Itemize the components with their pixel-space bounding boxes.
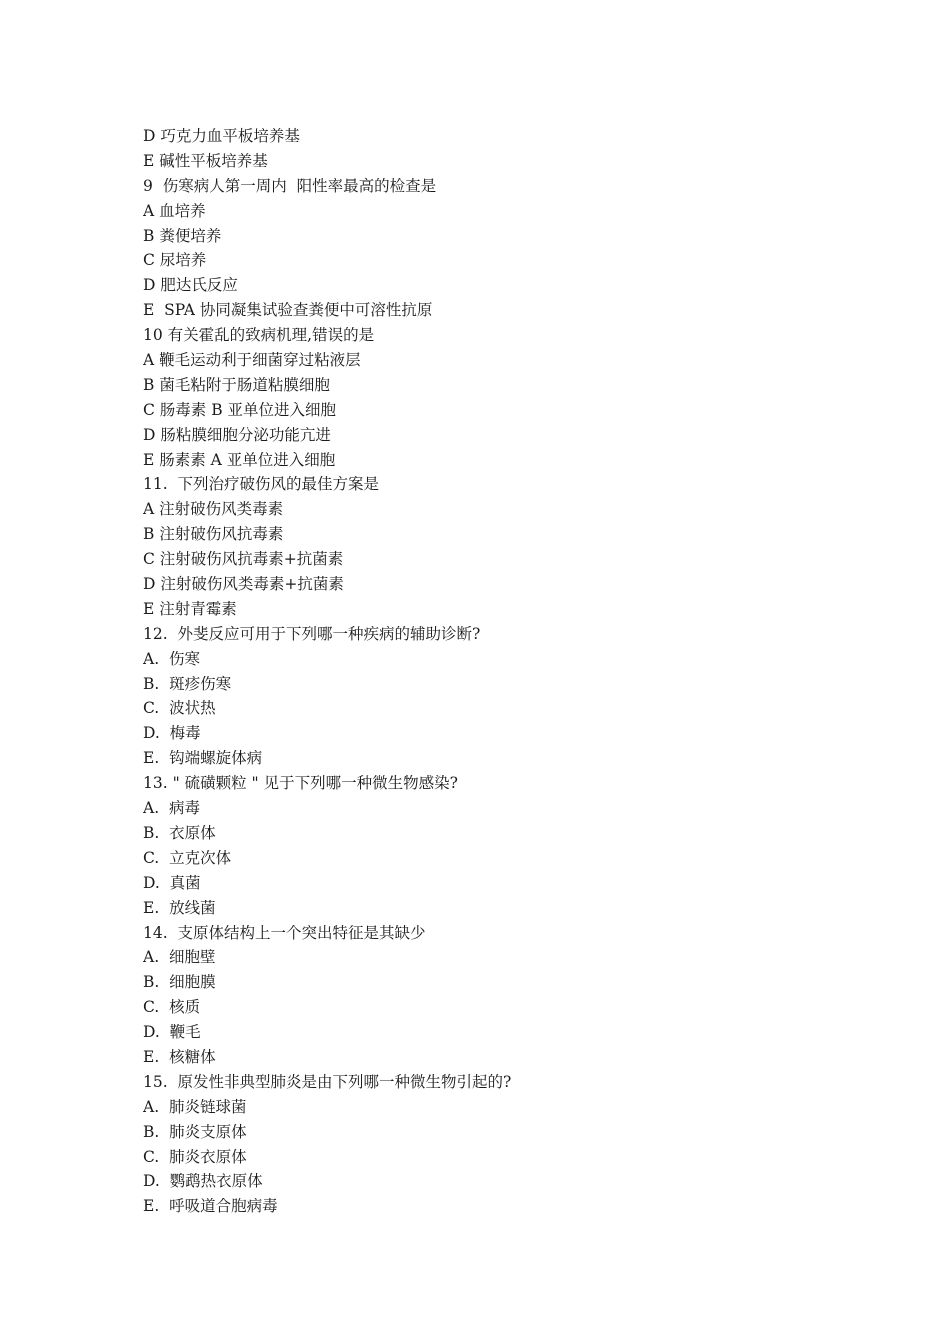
question-10: 10 有关霍乱的致病机理,错误的是 [143,326,375,345]
option-line: E 肠素素 A 亚单位进入细胞 [143,450,336,469]
question-13: 13. " 硫磺颗粒 " 见于下列哪一种微生物感染? [143,774,458,793]
option-line: A 鞭毛运动利于细菌穿过粘液层 [143,351,361,370]
option-line: A 血培养 [143,201,206,220]
option-line: D. 梅毒 [143,724,201,743]
option-line: D. 鞭毛 [143,1023,201,1042]
option-line: B. 肺炎支原体 [143,1122,247,1141]
option-line: D. 真菌 [143,873,201,892]
option-line: D 肥达氏反应 [143,276,238,295]
option-line: A. 细胞壁 [143,948,216,967]
text-line: E 碱性平板培养基 [143,151,268,170]
option-line: D 注射破伤风类毒素+抗菌素 [143,575,344,594]
option-line: B. 斑疹伤寒 [143,674,232,693]
option-line: C 注射破伤风抗毒素+抗菌素 [143,550,344,569]
option-line: B 菌毛粘附于肠道粘膜细胞 [143,375,330,394]
option-line: E. 核糖体 [143,1047,216,1066]
option-line: E. 呼吸道合胞病毒 [143,1197,278,1216]
option-line: D. 鹦鹉热衣原体 [143,1172,263,1191]
option-line: A. 病毒 [143,799,200,818]
option-line: C. 波状热 [143,699,216,718]
text-line: D 巧克力血平板培养基 [143,127,300,145]
option-line: A 注射破伤风类毒素 [143,500,284,519]
question-12: 12. 外斐反应可用于下列哪一种疾病的辅助诊断? [143,624,481,643]
question-15: 15. 原发性非典型肺炎是由下列哪一种微生物引起的? [143,1072,512,1091]
option-line: C. 肺炎衣原体 [143,1147,247,1166]
option-line: E. 放线菌 [143,898,216,917]
option-line: E 注射青霉素 [143,599,237,618]
option-line: A. 肺炎链球菌 [143,1097,247,1116]
option-line: B 注射破伤风抗毒素 [143,525,284,544]
question-11: 11. 下列治疗破伤风的最佳方案是 [143,475,380,494]
document-page [143,124,903,1219]
option-line: C 尿培养 [143,251,207,270]
option-line: B. 衣原体 [143,823,216,842]
option-line: E SPA 协同凝集试验查粪便中可溶性抗原 [143,301,433,320]
option-line: C 肠毒素 B 亚单位进入细胞 [143,400,337,419]
question-9: 9 伤寒病人第一周内 阳性率最高的检查是 [143,176,437,195]
option-line: B 粪便培养 [143,226,222,245]
option-line: B. 细胞膜 [143,973,216,992]
option-line: C. 核质 [143,998,201,1017]
question-14: 14. 支原体结构上一个突出特征是其缺少 [143,923,426,942]
option-line: E. 钩端螺旋体病 [143,749,263,768]
option-line: D 肠粘膜细胞分泌功能亢进 [143,425,331,444]
option-line: C. 立克次体 [143,848,232,867]
option-line: A. 伤寒 [143,649,200,668]
